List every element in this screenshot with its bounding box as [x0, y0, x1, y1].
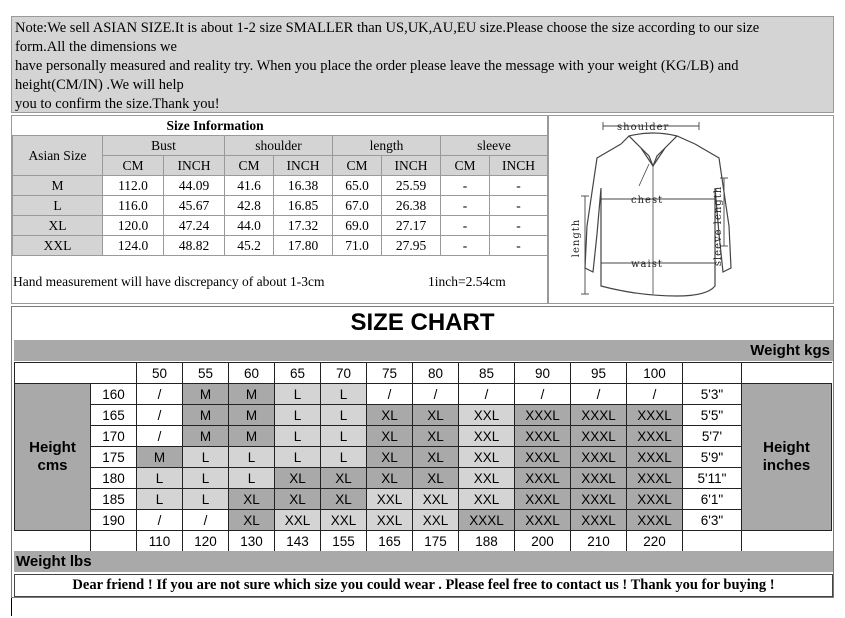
measurement-cell: -: [441, 236, 490, 256]
kg-value: 50: [137, 363, 183, 384]
measurement-cell: 44.0: [225, 216, 274, 236]
measurement-cell: 27.95: [382, 236, 441, 256]
lbs-row: [15, 531, 832, 552]
lb-value: 175: [413, 531, 459, 552]
size-cell: XL: [367, 447, 413, 468]
measurement-cell: -: [441, 216, 490, 236]
size-cell: /: [459, 384, 515, 405]
height-inches-text: inches: [762, 457, 811, 474]
size-cell: XXL: [459, 489, 515, 510]
height-cm: 185: [91, 489, 137, 510]
lb-value: 120: [183, 531, 229, 552]
size-cell: XXL: [413, 489, 459, 510]
note-line: form.All the dimensions we: [15, 39, 177, 55]
size-cell: XXXL: [571, 468, 627, 489]
size-cell: XL: [367, 426, 413, 447]
size-cell: XL: [367, 468, 413, 489]
size-note: [11, 16, 834, 113]
size-cell: XL: [367, 405, 413, 426]
measurement-cell: 25.59: [382, 176, 441, 196]
height-inch: 5'5": [683, 405, 742, 426]
size-cell: /: [137, 384, 183, 405]
size-cell: XL: [229, 489, 275, 510]
size-cell: XXXL: [627, 489, 683, 510]
size-cell: /: [627, 384, 683, 405]
size-label: XXL: [13, 236, 103, 256]
size-chart-table: [14, 362, 832, 552]
size-cell: XXXL: [571, 447, 627, 468]
size-cell: M: [229, 384, 275, 405]
size-cell: XXXL: [627, 426, 683, 447]
size-info-row: [13, 196, 548, 216]
size-label: M: [13, 176, 103, 196]
group-header: shoulder: [225, 136, 333, 156]
size-cell: /: [137, 426, 183, 447]
height-cm: 170: [91, 426, 137, 447]
measurement-cell: 42.8: [225, 196, 274, 216]
size-cell: L: [321, 384, 367, 405]
weight-lbs-label: Weight lbs: [16, 553, 92, 570]
size-cell: L: [275, 384, 321, 405]
size-cell: XXXL: [515, 468, 571, 489]
unit-header: INCH: [382, 156, 441, 176]
size-cell: XXL: [459, 405, 515, 426]
asian-size-header: Asian Size: [13, 136, 103, 176]
lb-value: 210: [571, 531, 627, 552]
contact-footer: Dear friend ! If you are not sure which size you could wear . Please feel free to contact us ! Thank you for buying !: [14, 574, 833, 597]
size-chart: [11, 306, 834, 598]
height-inch: 5'3": [683, 384, 742, 405]
size-cell: XL: [413, 447, 459, 468]
unit-header: INCH: [274, 156, 333, 176]
size-cell: XL: [275, 489, 321, 510]
lb-value: 143: [275, 531, 321, 552]
measurement-cell: 17.80: [274, 236, 333, 256]
size-cell: XXL: [367, 489, 413, 510]
measurement-cell: 45.67: [164, 196, 225, 216]
size-cell: /: [137, 405, 183, 426]
size-cell: L: [275, 447, 321, 468]
size-cell: XXXL: [515, 426, 571, 447]
size-chart-row: [15, 489, 832, 510]
shirt-illustration: [549, 116, 833, 303]
kg-value: 80: [413, 363, 459, 384]
size-chart-row: [15, 447, 832, 468]
measurement-cell: -: [490, 236, 548, 256]
kg-value: 70: [321, 363, 367, 384]
size-cell: XXL: [413, 510, 459, 531]
measurement-cell: 67.0: [333, 196, 382, 216]
size-cell: L: [275, 405, 321, 426]
measurement-cell: 48.82: [164, 236, 225, 256]
size-cell: L: [321, 426, 367, 447]
size-chart-row: [15, 468, 832, 489]
size-cell: XXL: [459, 468, 515, 489]
size-info-row: [13, 216, 548, 236]
weight-kgs-label: Weight kgs: [750, 342, 830, 359]
height-cms-text: cms: [37, 457, 68, 474]
size-cell: M: [183, 426, 229, 447]
measurement-cell: -: [441, 176, 490, 196]
shirt-measurement-diagram: [548, 115, 834, 304]
note-line: have personally measured and reality try. When you place the order please leave the message with your weight (KG/LB) and: [15, 58, 739, 74]
text-cursor: [11, 598, 12, 616]
size-cell: XXXL: [571, 426, 627, 447]
height-inch: 5'7': [683, 426, 742, 447]
size-chart-row: [15, 384, 832, 405]
height-inches-text: Height: [763, 439, 810, 456]
unit-header: CM: [103, 156, 164, 176]
size-cell: XXXL: [515, 489, 571, 510]
size-cell: M: [137, 447, 183, 468]
sleeve-length-label: sleeve length: [713, 185, 724, 267]
length-label: length: [571, 218, 582, 258]
measurement-cell: 16.38: [274, 176, 333, 196]
size-cell: XXL: [459, 447, 515, 468]
kg-value: 90: [515, 363, 571, 384]
size-info-title: Size Information: [103, 116, 548, 136]
size-cell: XXXL: [571, 405, 627, 426]
measurement-cell: 27.17: [382, 216, 441, 236]
weight-kgs-header: [14, 340, 833, 361]
unit-header: INCH: [490, 156, 548, 176]
measurement-cell: 26.38: [382, 196, 441, 216]
measurement-cell: 120.0: [103, 216, 164, 236]
lb-value: 200: [515, 531, 571, 552]
inch-conversion-note: 1inch=2.54cm: [428, 274, 506, 289]
measurement-cell: 71.0: [333, 236, 382, 256]
size-cell: XXXL: [627, 405, 683, 426]
measurement-cell: -: [490, 176, 548, 196]
size-cell: XXXL: [515, 405, 571, 426]
height-inch: 5'9": [683, 447, 742, 468]
lb-value: 110: [137, 531, 183, 552]
size-cell: L: [321, 405, 367, 426]
measurement-cell: 17.32: [274, 216, 333, 236]
size-cell: XXL: [275, 510, 321, 531]
measurement-cell: 45.2: [225, 236, 274, 256]
unit-header: CM: [441, 156, 490, 176]
size-cell: M: [229, 426, 275, 447]
size-cell: /: [137, 510, 183, 531]
group-header: Bust: [103, 136, 225, 156]
note-line: you to confirm the size.Thank you!: [15, 96, 220, 112]
unit-header: INCH: [164, 156, 225, 176]
measurement-cell: 65.0: [333, 176, 382, 196]
measurement-cell: 47.24: [164, 216, 225, 236]
size-cell: L: [229, 468, 275, 489]
kg-value: 55: [183, 363, 229, 384]
size-information-panel: [11, 115, 548, 304]
size-cell: XL: [413, 468, 459, 489]
measurement-cell: 116.0: [103, 196, 164, 216]
lb-value: 220: [627, 531, 683, 552]
kg-value: 65: [275, 363, 321, 384]
size-cell: L: [275, 426, 321, 447]
height-inch: 6'3": [683, 510, 742, 531]
size-cell: XXL: [321, 510, 367, 531]
hand-measurement-note: Hand measurement will have discrepancy of about 1-3cm: [13, 274, 325, 289]
size-info-row: [13, 176, 548, 196]
measurement-cell: 44.09: [164, 176, 225, 196]
size-info-row: [13, 236, 548, 256]
size-cell: L: [321, 447, 367, 468]
kg-value: 75: [367, 363, 413, 384]
group-header: sleeve: [441, 136, 548, 156]
size-cell: XXXL: [571, 489, 627, 510]
height-cm: 165: [91, 405, 137, 426]
note-line: height(CM/IN) .We will help: [15, 77, 184, 93]
size-cell: /: [515, 384, 571, 405]
lb-value: 130: [229, 531, 275, 552]
size-cell: M: [183, 384, 229, 405]
size-cell: L: [183, 468, 229, 489]
unit-header: CM: [225, 156, 274, 176]
size-cell: XXXL: [627, 510, 683, 531]
size-cell: XL: [321, 468, 367, 489]
size-cell: XXXL: [627, 468, 683, 489]
height-cm: 160: [91, 384, 137, 405]
waist-label: waist: [631, 259, 663, 270]
measurement-cell: 124.0: [103, 236, 164, 256]
size-cell: L: [137, 468, 183, 489]
unit-header: CM: [333, 156, 382, 176]
size-chart-title: SIZE CHART: [350, 309, 495, 336]
measurement-cell: 41.6: [225, 176, 274, 196]
size-cell: L: [183, 447, 229, 468]
group-header: length: [333, 136, 441, 156]
kg-value: 60: [229, 363, 275, 384]
kgs-row: [15, 363, 832, 384]
size-cell: /: [571, 384, 627, 405]
size-cell: XL: [229, 510, 275, 531]
size-cell: M: [183, 405, 229, 426]
kg-value: 95: [571, 363, 627, 384]
size-label: XL: [13, 216, 103, 236]
size-cell: XXXL: [459, 510, 515, 531]
size-chart-row: [15, 405, 832, 426]
shoulder-label: shoulder: [617, 122, 670, 133]
size-cell: XXXL: [515, 510, 571, 531]
size-cell: XXXL: [515, 447, 571, 468]
height-inches-label: [742, 384, 832, 531]
size-information-table: [12, 116, 548, 256]
measurement-cell: -: [441, 196, 490, 216]
size-cell: M: [229, 405, 275, 426]
kg-value: 85: [459, 363, 515, 384]
weight-lbs-header: [14, 551, 833, 572]
size-cell: /: [367, 384, 413, 405]
measurement-cell: 112.0: [103, 176, 164, 196]
size-cell: XL: [413, 426, 459, 447]
measurement-cell: 69.0: [333, 216, 382, 236]
size-cell: XXXL: [571, 510, 627, 531]
size-cell: XXL: [459, 426, 515, 447]
size-label: L: [13, 196, 103, 216]
size-cell: L: [229, 447, 275, 468]
size-cell: XL: [413, 405, 459, 426]
note-line: Note:We sell ASIAN SIZE.It is about 1-2 size SMALLER than US,UK,AU,EU size.Please choose the size according to our size: [15, 20, 760, 36]
size-cell: XXXL: [627, 447, 683, 468]
size-cell: XL: [321, 489, 367, 510]
height-inch: 6'1": [683, 489, 742, 510]
size-cell: /: [413, 384, 459, 405]
lb-value: 155: [321, 531, 367, 552]
size-cell: XXL: [367, 510, 413, 531]
height-cms-text: Height: [29, 439, 76, 456]
height-cm: 180: [91, 468, 137, 489]
size-cell: /: [183, 510, 229, 531]
measurement-cell: -: [490, 196, 548, 216]
size-chart-row: [15, 510, 832, 531]
chest-label: chest: [631, 195, 664, 206]
lb-value: 165: [367, 531, 413, 552]
height-inch: 5'11": [683, 468, 742, 489]
height-cm: 175: [91, 447, 137, 468]
measurement-cell: 16.85: [274, 196, 333, 216]
size-cell: XL: [275, 468, 321, 489]
lb-value: 188: [459, 531, 515, 552]
height-cms-label: [15, 384, 91, 531]
size-cell: L: [137, 489, 183, 510]
height-cm: 190: [91, 510, 137, 531]
size-cell: L: [183, 489, 229, 510]
measurement-cell: -: [490, 216, 548, 236]
kg-value: 100: [627, 363, 683, 384]
size-chart-row: [15, 426, 832, 447]
